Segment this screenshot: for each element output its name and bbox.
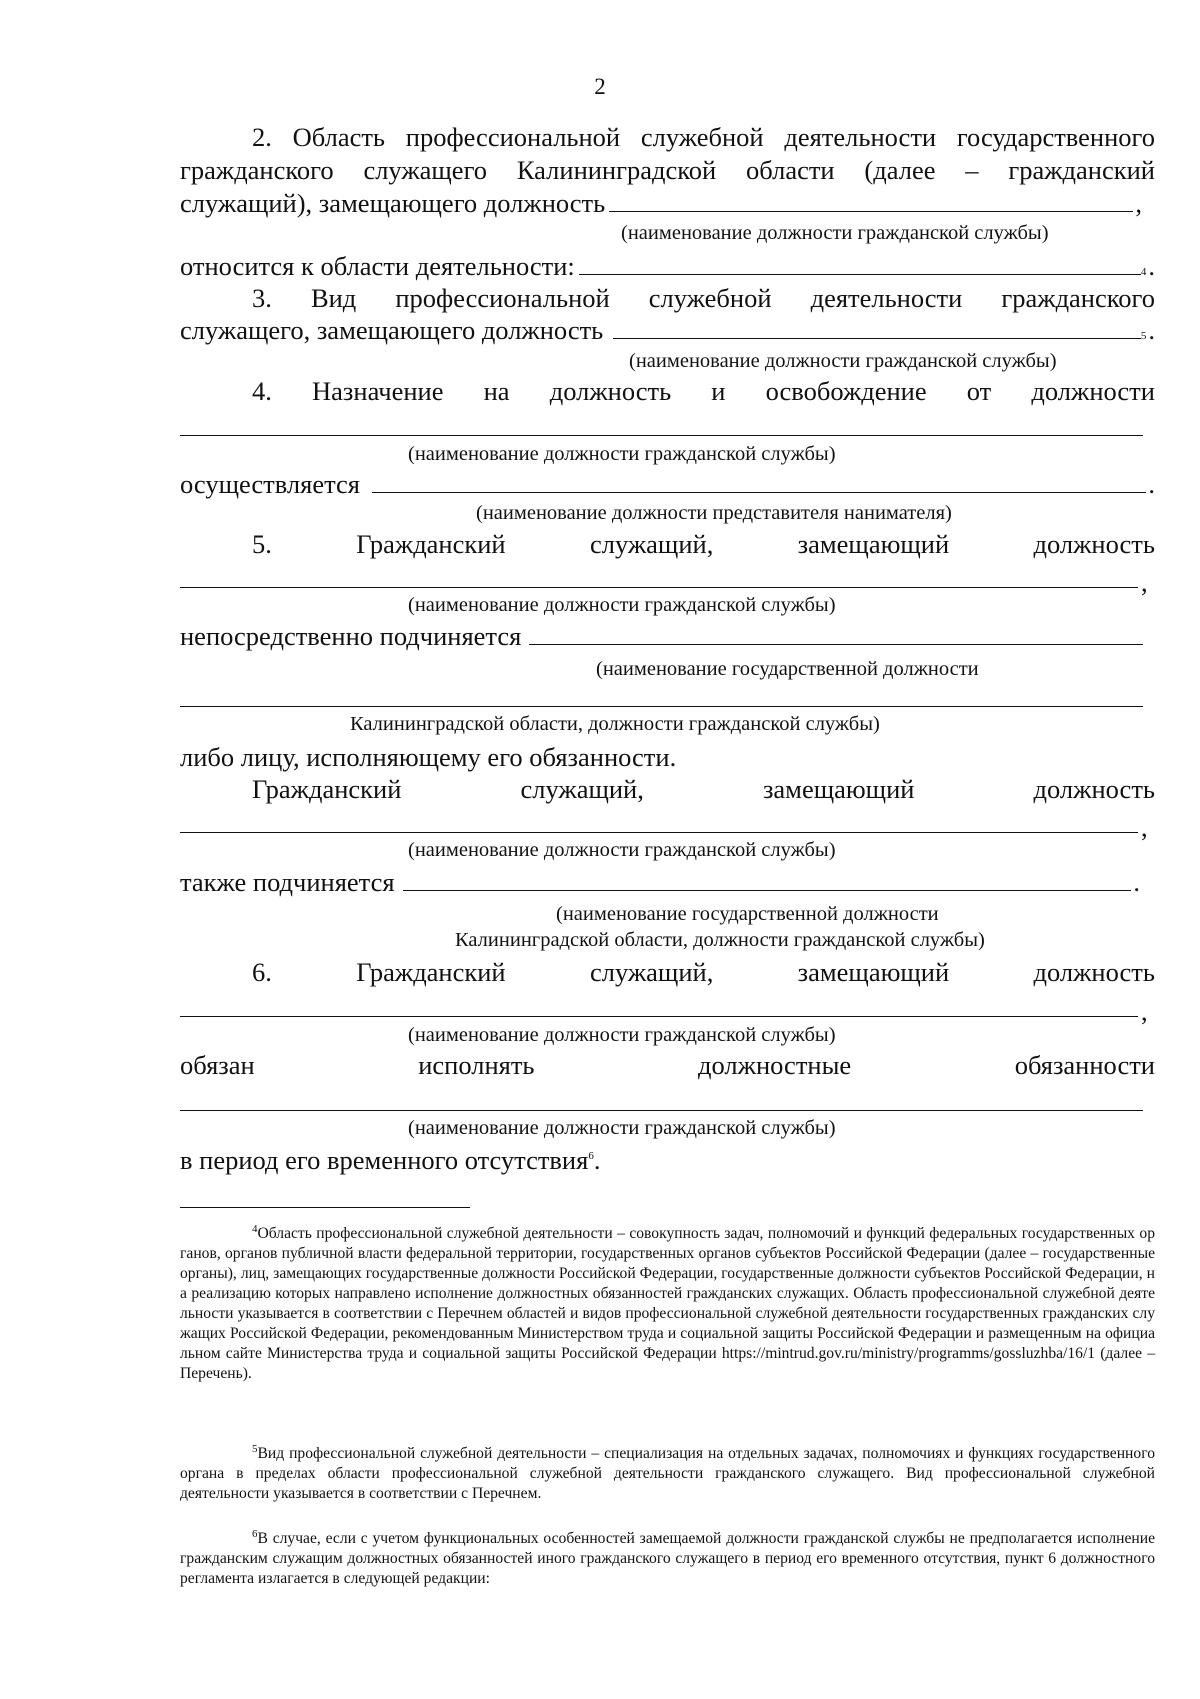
word: Калининградской <box>516 155 717 185</box>
footnote-text: Вид профессиональной служебной деятельности – специализация на отдельных задачах, полномочиях и функциях государственного органа в пределах области профессиональной служебной деятельности гражданского служащего. Вид профессиональной служебной деятельности указывается в соответствии с Перечнем. <box>180 1445 1155 1502</box>
word: Гражданский <box>252 774 402 804</box>
footnote-text: Область профессиональной служебной деятельности – совокупность задач, полномочий и функций федеральных государственных органов, органов публичной власти федеральной территории, государственных органов субъектов Российской Федерации (далее – государственные органы), лиц, замещающих государственные должности Российской Федерации, государственные должности субъектов Российской Федерации, на реализацию которых направлено исполнение должностных обязанностей гражданских служащих. Область профессиональной служебной деятельности указывается в соответствии с Перечнем областей и видов профессиональной служебной деятельности государственных гражданских служащих Российской Федерации, рекомендованным Министерством труда и социальной защиты Российской Федерации и размещенным на официальном сайте Министерства труда и социальной защиты Российской Федерации https://mintrud.gov.ru/ministry/programms/gossluzhba/16/1 (далее – Перечень). <box>180 1225 1155 1382</box>
blank-caption: (наименование должности гражданской службы) <box>408 839 836 861</box>
page-number: 2 <box>594 74 606 99</box>
line-text: относится к области деятельности: <box>180 251 575 281</box>
word: должность <box>549 376 672 406</box>
word: должность <box>1033 774 1155 804</box>
blank-caption: Калининградской области, должности гражданской службы) <box>350 713 880 735</box>
fill-in-blank-activity-type <box>613 314 1141 339</box>
word: Область <box>292 122 386 152</box>
line-text: также подчиняется <box>180 867 395 897</box>
word: исполнять <box>418 1050 535 1080</box>
word: замещающий <box>797 529 950 559</box>
word: служебной <box>648 283 772 313</box>
fill-in-blank-full-line <box>180 435 1143 436</box>
blank-caption: (наименование должности представителя нанимателя) <box>476 502 952 524</box>
word: служащий, <box>520 774 644 804</box>
fill-in-blank-full-line <box>180 587 1138 588</box>
word: – <box>965 155 979 185</box>
footnote-mark: 4 <box>252 1222 258 1235</box>
line-punctuation: , <box>1141 996 1148 1026</box>
line-punctuation: . <box>1133 867 1140 897</box>
word: замещающий <box>762 774 915 804</box>
fill-in-blank-full-line <box>180 1016 1138 1017</box>
word: 6. <box>252 957 272 987</box>
word: должности <box>1031 376 1155 406</box>
blank-caption: Калининградской области, должности гражданской службы) <box>455 929 985 951</box>
line-punctuation: . <box>1148 315 1155 345</box>
fill-in-blank-position <box>609 187 1133 212</box>
section-4-line-3 <box>180 468 1155 500</box>
blank-caption: (наименование государственной должности <box>596 658 979 680</box>
line-punctuation: . <box>1148 469 1155 499</box>
fill-in-blank-also-subordinate <box>403 866 1132 891</box>
fill-in-blank-supervisor <box>529 620 1143 645</box>
line-punctuation: , <box>1135 188 1142 218</box>
line-punctuation: . <box>1148 251 1155 281</box>
word: области <box>746 155 835 185</box>
line-punctuation: , <box>1141 812 1148 842</box>
word: должность <box>1033 957 1155 987</box>
word: гражданского <box>180 155 334 185</box>
word: замещающий <box>797 957 950 987</box>
line-text: непосредственно подчиняется <box>180 621 522 651</box>
blank-caption: (наименование должности гражданской службы) <box>408 443 836 465</box>
word: на <box>483 376 510 406</box>
word: служащего <box>363 155 488 185</box>
section-2-line-1 <box>252 121 1155 153</box>
section-5-line-6 <box>252 773 1155 805</box>
word: 3. <box>252 283 272 313</box>
blank-caption: (наименование должности гражданской службы) <box>408 594 836 616</box>
word: деятельности <box>784 122 937 152</box>
footnote-separator <box>180 1207 470 1208</box>
footnote-6 <box>180 1529 1155 1589</box>
fill-in-blank-activity-area <box>579 250 1141 275</box>
section-3-line-2: служащего, замещающего должность 5 . <box>180 315 1155 345</box>
fill-in-blank-full-line <box>180 706 1143 707</box>
word: 2. <box>252 122 272 152</box>
footnote-text: В случае, если с учетом функциональных особенностей замещаемой должности гражданской службы не предполагается исполнение гражданским служащим должностных обязанностей иного гражданского служащего в период его временного отсутствия, пункт 6 должностного регламента излагается в следующей редакции: <box>180 1530 1155 1587</box>
word: служебной <box>640 122 764 152</box>
word: деятельности <box>810 283 963 313</box>
word: должность <box>1033 529 1155 559</box>
word: Назначение <box>312 376 444 406</box>
footnote-mark: 5 <box>252 1442 258 1455</box>
line-text: служащего, замещающего должность <box>180 315 604 345</box>
word: государственного <box>956 122 1155 152</box>
section-2-line-3 <box>180 187 1142 219</box>
section-5-line-5: либо лицу, исполняющему его обязанности. <box>180 742 677 772</box>
word: обязанности <box>1014 1050 1155 1080</box>
line-text: осуществляется <box>180 469 360 499</box>
blank-caption: (наименование должности гражданской службы) <box>621 222 1049 244</box>
word: служащий, <box>589 957 714 987</box>
section-2-line-2 <box>180 154 1155 186</box>
word: 5. <box>252 529 272 559</box>
footnote-ref-6: 6 <box>588 1150 594 1163</box>
blank-caption: (наименование должности гражданской службы) <box>629 350 1057 372</box>
fill-in-blank-employer-rep <box>372 468 1146 493</box>
word: 4. <box>252 376 272 406</box>
line-punctuation: , <box>1141 567 1148 597</box>
section-4-line-1 <box>252 375 1155 407</box>
line-text: в период его временного отсутствия <box>180 1145 589 1175</box>
blank-caption: (наименование государственной должности <box>556 903 939 925</box>
section-5-line-1 <box>252 528 1155 560</box>
line-punctuation: . <box>593 1145 601 1175</box>
word: обязан <box>180 1050 255 1080</box>
fill-in-blank-full-line <box>180 832 1138 833</box>
word: Вид <box>310 283 357 313</box>
word: профессиональной <box>395 283 610 313</box>
word: должностные <box>698 1050 852 1080</box>
footnote-mark: 6 <box>252 1527 258 1540</box>
word: освобождение <box>765 376 927 406</box>
word: профессиональной <box>405 122 621 152</box>
blank-caption: (наименование должности гражданской службы) <box>408 1117 836 1139</box>
word: и <box>711 376 726 406</box>
word: гражданского <box>1001 283 1155 313</box>
word: гражданский <box>1008 155 1155 185</box>
section-6-line-5 <box>180 1144 1155 1176</box>
blank-caption: (наименование должности гражданской службы) <box>408 1024 836 1046</box>
section-6-line-3 <box>180 1049 1155 1081</box>
section-6-line-1 <box>252 956 1155 988</box>
section-3-line-1 <box>252 282 1155 314</box>
word: Гражданский <box>356 529 506 559</box>
line-text: служащий), замещающего должность <box>180 188 606 218</box>
word: (далее <box>864 155 936 185</box>
section-5-line-8 <box>180 866 1140 898</box>
section-2-line-4: относится к области деятельности: 4 . <box>180 251 1155 281</box>
word: служащий, <box>589 529 714 559</box>
section-5-line-3 <box>180 620 1143 652</box>
footnote-5 <box>180 1444 1155 1504</box>
word: от <box>966 376 992 406</box>
word: Гражданский <box>356 957 506 987</box>
footnote-4 <box>180 1224 1155 1384</box>
fill-in-blank-full-line <box>180 1110 1143 1111</box>
